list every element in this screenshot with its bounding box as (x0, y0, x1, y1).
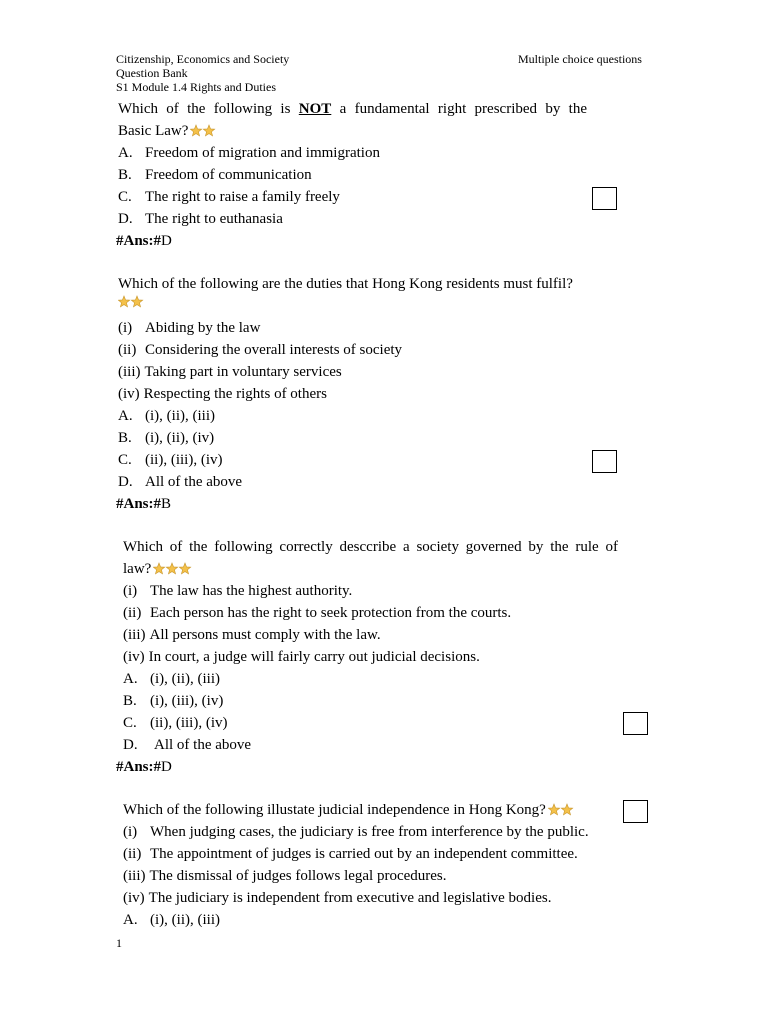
option-text: Freedom of communication (145, 167, 312, 183)
q4-answer-box[interactable] (623, 800, 648, 823)
item-number: (iii) (123, 627, 146, 643)
option-text: Freedom of migration and immigration (145, 145, 380, 161)
item-text: The appointment of judges is carried out by an independent committee. (150, 846, 578, 862)
q3-option-b (123, 690, 223, 712)
q2-item-iv (118, 383, 327, 405)
option-text: The right to euthanasia (145, 211, 283, 227)
option-text: (ii), (iii), (iv) (145, 452, 223, 468)
q2-stars-line (118, 291, 144, 315)
star-icon (167, 563, 178, 574)
item-number: (iv) (123, 649, 145, 665)
item-number: (iv) (118, 386, 140, 402)
option-letter: C. (118, 452, 132, 468)
option-text: (i), (ii), (iv) (145, 430, 215, 446)
option-text: All of the above (145, 474, 243, 490)
answer-value: B (161, 496, 172, 512)
q1-option-b (118, 164, 312, 186)
q2-item-ii (118, 339, 402, 361)
item-number: (i) (118, 320, 133, 336)
q3-stem-line2 (123, 558, 192, 582)
item-text: The law has the highest authority. (150, 583, 353, 599)
header-module: S1 Module 1.4 Rights and Duties (116, 80, 277, 94)
item-number: (iv) (123, 890, 145, 906)
option-text: (i), (ii), (iii) (145, 408, 215, 424)
q1-option-a (118, 142, 380, 164)
option-text: The right to raise a family freely (145, 189, 340, 205)
q3-option-a (123, 668, 220, 690)
header-bank: Question Bank (116, 66, 188, 80)
answer-value: D (161, 759, 172, 775)
option-text: (i), (iii), (iv) (150, 693, 224, 709)
item-number: (iii) (118, 364, 141, 380)
q4-option-a (123, 909, 220, 931)
item-text: Taking part in voluntary services (144, 364, 342, 380)
answer-value: D (161, 233, 172, 249)
item-text: Abiding by the law (145, 320, 261, 336)
q1-stem-part-b: a fundamental right prescribed by the (339, 101, 588, 117)
star-icon (118, 296, 129, 307)
q1-stem-not: NOT (298, 101, 332, 117)
stars-svg (118, 295, 144, 308)
star-icon (191, 125, 202, 136)
q2-option-c (118, 449, 222, 471)
option-letter: D. (123, 737, 138, 753)
page-number: 1 (116, 936, 122, 950)
option-letter: A. (123, 671, 138, 687)
q1-stem-part-a: Which of the following is (118, 101, 291, 117)
option-letter: A. (118, 408, 133, 424)
q3-option-c (123, 712, 227, 734)
item-number: (i) (123, 824, 138, 840)
q4-stem-line (123, 799, 574, 823)
q3-item-iii (123, 624, 381, 646)
q1-option-d (118, 208, 283, 230)
q3-item-iv (123, 646, 480, 668)
q1-stem-line2 (118, 120, 216, 144)
q2-answer (116, 493, 171, 515)
q1-stem-part-c: Basic Law? (118, 123, 189, 139)
q3-item-i (123, 580, 352, 602)
item-text: Considering the overall interests of society (145, 342, 403, 358)
answer-label: #Ans:# (116, 759, 162, 775)
answer-label: #Ans:# (116, 233, 162, 249)
star-icon (204, 125, 215, 136)
star-icon (548, 804, 559, 815)
header-subject: Citizenship, Economics and Society (116, 52, 290, 66)
q1-answer-box[interactable] (592, 187, 617, 210)
q3-item-ii (123, 602, 511, 624)
option-letter: D. (118, 474, 133, 490)
q2-answer-box[interactable] (592, 450, 617, 473)
item-number: (iii) (123, 868, 146, 884)
option-text: (ii), (iii), (iv) (150, 715, 228, 731)
difficulty-stars-icon (118, 293, 144, 315)
option-text: All of the above (154, 737, 252, 753)
item-number: (ii) (118, 342, 137, 358)
item-text: Respecting the rights of others (143, 386, 327, 402)
option-letter: B. (123, 693, 137, 709)
item-text: All persons must comply with the law. (149, 627, 381, 643)
q4-item-iv (123, 887, 551, 909)
item-text: The judiciary is independent from executive and legislative bodies. (148, 890, 552, 906)
option-letter: B. (118, 430, 132, 446)
option-letter: C. (118, 189, 132, 205)
q3-stem-line1: Which of the following correctly desccribe a society governed by the rule of (123, 539, 618, 555)
q3-answer-box[interactable] (623, 712, 648, 735)
option-text: (i), (ii), (iii) (150, 671, 220, 687)
item-number: (ii) (123, 605, 142, 621)
q2-item-iii (118, 361, 342, 383)
star-icon (180, 563, 191, 574)
q3-answer (116, 756, 172, 778)
item-text: When judging cases, the judiciary is free from interference by the public. (150, 824, 589, 840)
q1-option-c (118, 186, 340, 208)
stars-svg (190, 124, 216, 137)
q1-stem-line1 (118, 98, 587, 120)
q2-option-b (118, 427, 214, 449)
option-text: (i), (ii), (iii) (150, 912, 220, 928)
stars-svg (548, 803, 574, 816)
item-number: (ii) (123, 846, 142, 862)
item-text: Each person has the right to seek protection from the courts. (150, 605, 512, 621)
header-type: Multiple choice questions (518, 52, 642, 66)
star-icon (131, 296, 142, 307)
q2-option-d (118, 471, 242, 493)
q1-answer (116, 230, 172, 252)
q2-stem: Which of the following are the duties that Hong Kong residents must fulfil? (118, 276, 573, 292)
q4-item-iii (123, 865, 447, 887)
difficulty-stars-icon (153, 560, 192, 582)
difficulty-stars-icon (548, 801, 574, 823)
item-number: (i) (123, 583, 138, 599)
item-text: In court, a judge will fairly carry out judicial decisions. (148, 649, 480, 665)
q2-option-a (118, 405, 215, 427)
answer-label: #Ans:# (116, 496, 162, 512)
star-icon (561, 804, 572, 815)
q3-stem-part-b: law? (123, 561, 152, 577)
difficulty-stars-icon (190, 122, 216, 144)
stars-svg (153, 562, 192, 575)
option-letter: D. (118, 211, 133, 227)
option-letter: C. (123, 715, 137, 731)
q3-option-d (123, 734, 251, 756)
option-letter: B. (118, 167, 132, 183)
star-icon (154, 563, 165, 574)
q2-item-i (118, 317, 260, 339)
item-text: The dismissal of judges follows legal procedures. (149, 868, 447, 884)
option-letter: A. (123, 912, 138, 928)
option-letter: A. (118, 145, 133, 161)
q4-item-i (123, 821, 589, 843)
q4-item-ii (123, 843, 578, 865)
q4-stem: Which of the following illustate judicial independence in Hong Kong? (123, 802, 546, 818)
